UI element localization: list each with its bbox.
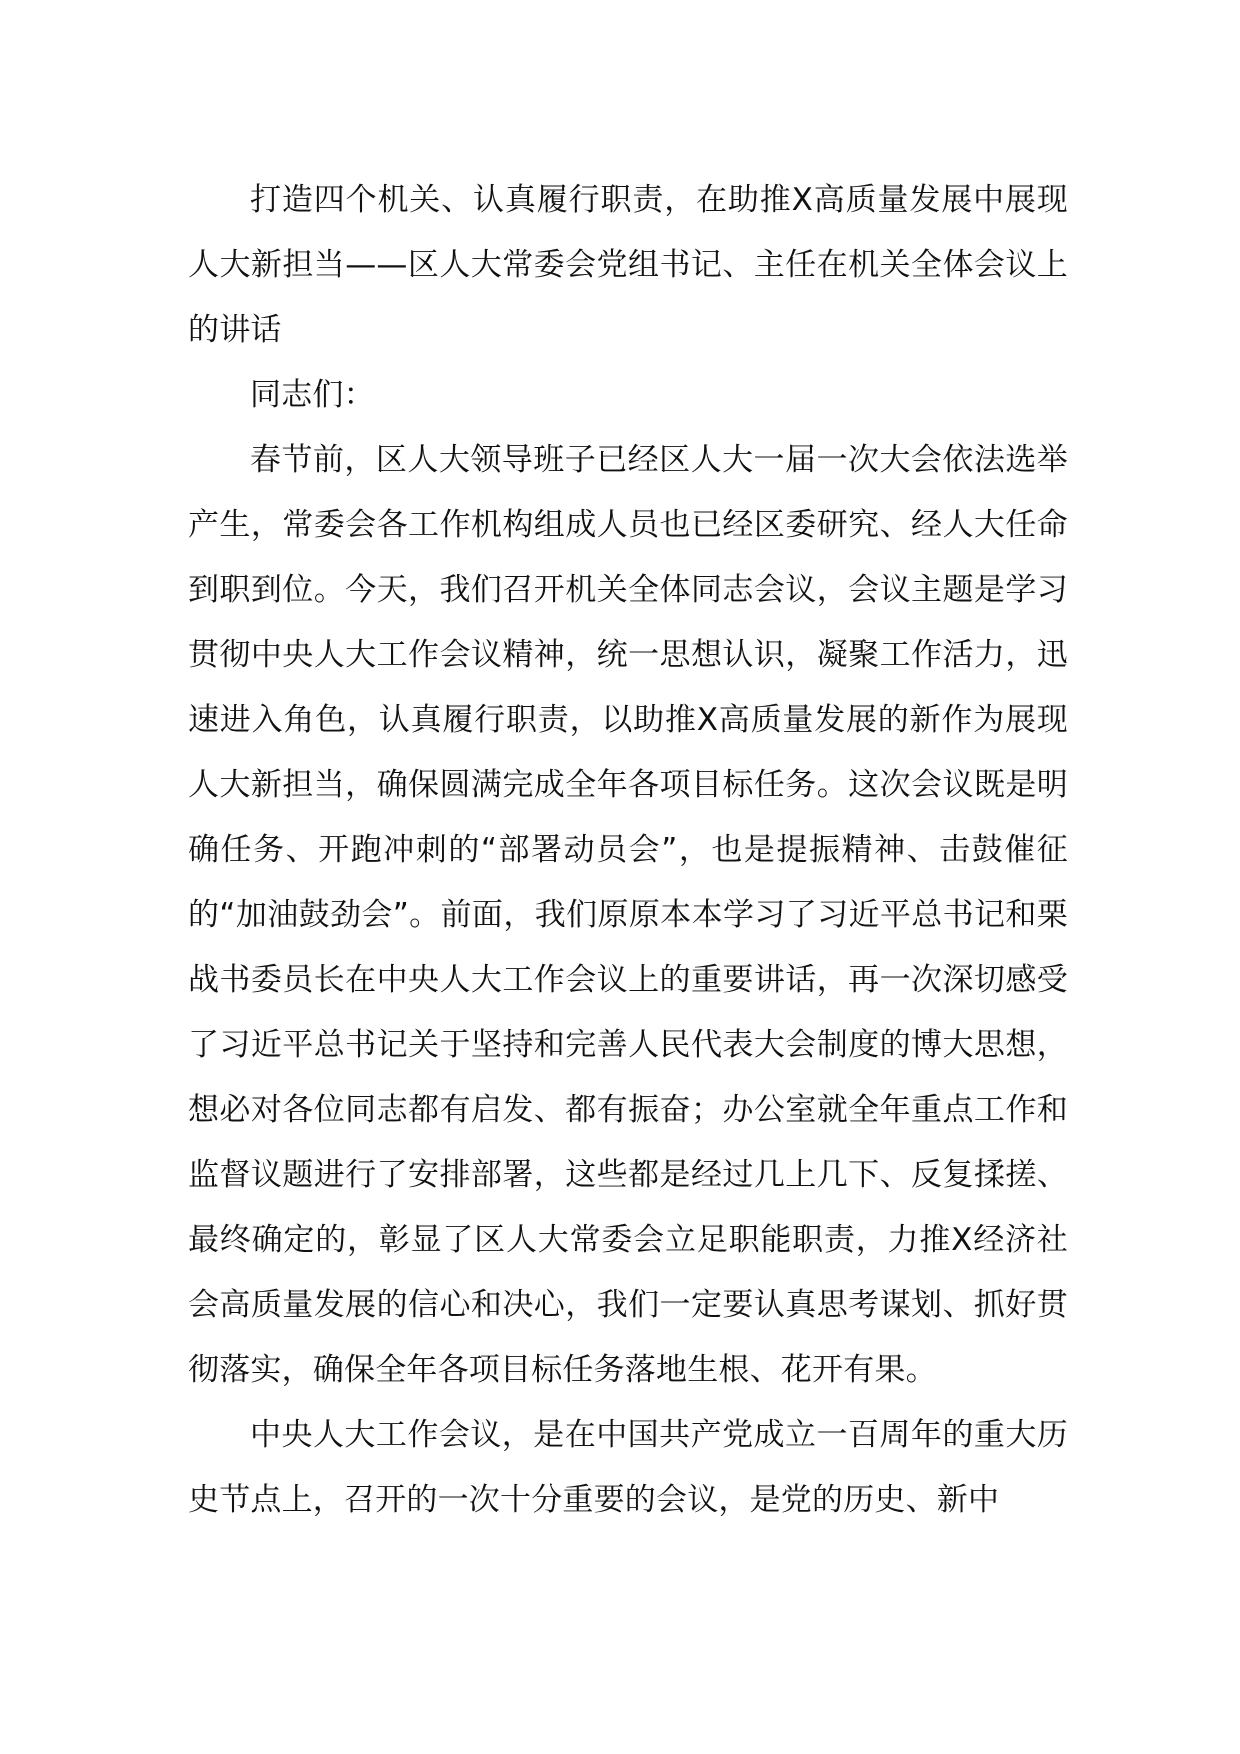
document-body	[188, 168, 1068, 1533]
body-paragraph-2: 中央人大工作会议，是在中国共产党成立一百周年的重大历史节点上，召开的一次十分重要的会议，是党的历史、新中	[188, 1417, 1068, 1518]
document-title: 打造四个机关、认真履行职责，在助推X高质量发展中展现人大新担当——区人大常委会党组书记、主任在机关全体会议上的讲话	[188, 182, 1068, 348]
salutation: 同志们：	[250, 377, 375, 413]
body-paragraph-1: 春节前，区人大领导班子已经区人大一届一次大会依法选举产生，常委会各工作机构组成人员也已经区委研究、经人大任命到职到位。今天，我们召开机关全体同志会议，会议主题是学习贯彻中央人大工作会议精神，统一思想认识，凝聚工作活力，迅速进入角色，认真履行职责，以助推X高质量发展的新作为展现人大新担当，确保圆满完成全年各项目标任务。这次会议既是明确任务、开跑冲刺的“部署动员会”，也是提振精神、击鼓催征的“加油鼓劲会”。前面，我们原原本本学习了习近平总书记和栗战书委员长在中央人大工作会议上的重要讲话，再一次深切感受了习近平总书记关于坚持和完善人民代表大会制度的博大思想，想必对各位同志都有启发、都有振奋；办公室就全年重点工作和监督议题进行了安排部署，这些都是经过几上几下、反复揉搓、最终确定的，彰显了区人大常委会立足职能职责，力推X经济社会高质量发展的信心和决心，我们一定要认真思考谋划、抓好贯彻落实，确保全年各项目标任务落地生根、花开有果。	[188, 442, 1068, 1388]
